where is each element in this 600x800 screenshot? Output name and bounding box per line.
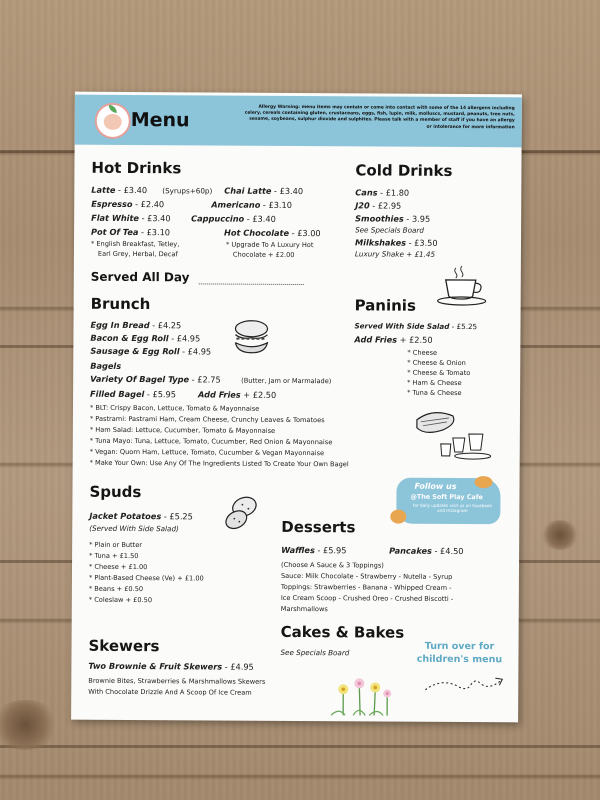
bagel-filling: * Make Your Own: Use Any Of The Ingredients Listed To Create Your Own Bagel <box>89 458 349 469</box>
panini-option: * Cheese & Tomato <box>407 368 471 378</box>
syrups-note: (Syrups+60p) <box>162 186 213 196</box>
spud-option: * Tuna + £1.50 <box>89 551 139 561</box>
wood-plank-seam <box>0 745 600 748</box>
spuds-heading: Spuds <box>89 482 142 502</box>
spud-option: * Plain or Butter <box>89 540 143 550</box>
jacket-served-note: (Served With Side Salad) <box>89 523 179 534</box>
luxury-shake: Luxury Shake + £1.45 <box>354 249 436 259</box>
coffee-cup-icon <box>436 264 492 306</box>
pancakes-item: Pancakes - £4.50 <box>389 545 464 557</box>
social-follow-badge <box>390 476 506 529</box>
follow-handle: @The Soft Play Cafe <box>410 492 483 502</box>
bagel-filling: * BLT: Crispy Bacon, Lettuce, Tomato & Mayonnaise <box>89 403 260 413</box>
cafe-logo-icon <box>95 103 131 139</box>
tea-note: * English Breakfast, Tetley, <box>90 239 180 249</box>
turn-over-note <box>409 640 509 667</box>
hot-drinks-heading: Hot Drinks <box>91 158 182 178</box>
hot-chocolate-item: Hot Chocolate - £3.00 <box>224 227 321 239</box>
turn-over-line: children's menu <box>416 653 503 666</box>
panini-served-item: Served With Side Salad - £5.25 <box>354 321 478 332</box>
americano-item: Americano - £3.10 <box>211 199 292 210</box>
milkshakes-item: Milkshakes - £3.50 <box>354 237 438 248</box>
spud-option: * Cheese + £1.00 <box>88 562 148 572</box>
paninis-heading: Paninis <box>354 296 416 315</box>
bagels-subheading: Bagels <box>90 360 122 371</box>
hot-chocolate-note: * Upgrade To A Luxury Hot <box>225 240 314 250</box>
chai-latte-item: Chai Latte - £3.40 <box>224 185 304 197</box>
follow-title: Follow us <box>414 481 457 491</box>
waffles-item: Waffles - £5.95 <box>281 544 347 556</box>
menu-banner <box>75 95 522 148</box>
flat-white-item: Flat White - £3.40 <box>91 212 171 224</box>
tea-note: Earl Grey, Herbal, Decaf <box>97 249 178 259</box>
panini-option: * Tuna & Cheese <box>407 388 462 398</box>
skewers-heading: Skewers <box>88 636 160 656</box>
j20-item: J20 - £2.95 <box>355 200 402 211</box>
bagel-sandwich-icon <box>231 319 271 357</box>
cappuccino-item: Cappuccino - £3.40 <box>191 213 276 224</box>
wood-knot <box>540 520 580 550</box>
served-all-day-heading: Served All Day <box>90 269 190 285</box>
panini-add-fries: Add Fries + £2.50 <box>354 334 433 345</box>
cakes-specials: See Specials Board <box>280 647 350 658</box>
bagel-filling: * Tuna Mayo: Tuna, Lettuce, Tomato, Cucumber, Red Onion & Mayonnaise <box>89 436 333 447</box>
bagel-add-fries: Add Fries + £2.50 <box>198 389 277 400</box>
hot-chocolate-note: Chocolate + £2.00 <box>232 250 295 259</box>
smoothies-item: Smoothies - 3.95 <box>355 213 431 224</box>
egg-in-bread-item: Egg In Bread - £4.25 <box>90 319 182 331</box>
sausage-egg-roll-item: Sausage & Egg Roll - £4.95 <box>90 345 212 357</box>
bagel-filling: * Vegan: Quorn Ham, Lettuce, Tomato, Cucumber & Vegan Mayonnaise <box>89 447 325 458</box>
pot-of-tea-item: Pot Of Tea - £3.10 <box>91 226 171 238</box>
skewers-description: With Chocolate Drizzle And A Scoop Of Ice Cream <box>88 687 252 697</box>
spud-option: * Beans + £0.50 <box>88 584 144 594</box>
bagel-filling: * Pastrami: Pastrami Ham, Cream Cheese, Crunchy Leaves & Tomatoes <box>89 414 325 425</box>
panini-option: * Cheese & Onion <box>407 358 466 368</box>
dessert-toppings: Toppings: Strawberries - Banana - Whipped Cream - <box>280 582 452 592</box>
potato-icon <box>222 495 262 531</box>
allergy-warning: Allergy Warning: menu items may contain or come into contact with some of the 14 allergens including celery, cereals containing gluten, crustaceans, eggs, fish, lupin, milk, molluscs, mustard, peanuts, tree nuts, sesame, soybeans, sulphur dioxide and sulphites. Please talk with a member of staff if you have an allergy or intolerance for more information <box>244 104 515 130</box>
desserts-heading: Desserts <box>281 517 356 537</box>
variety-bagel-item: Variety Of Bagel Type - £2.75 <box>90 373 221 385</box>
cold-drinks-heading: Cold Drinks <box>355 161 453 180</box>
menu-title: Menu <box>130 108 190 132</box>
wood-knot <box>0 700 60 750</box>
skewers-description: Brownie Bites, Strawberries & Marshmallows Skewers <box>88 676 266 686</box>
flowers-icon <box>329 671 399 716</box>
panini-cups-icon <box>413 408 495 464</box>
dessert-choose-note: (Choose A Sauce & 3 Toppings) <box>281 560 384 570</box>
dessert-sauce: Sauce: Milk Chocolate - Strawberry - Nutella - Syrup <box>280 571 453 581</box>
jacket-potatoes-item: Jacket Potatoes - £5.25 <box>89 510 193 522</box>
served-all-day-dots <box>199 283 304 285</box>
cans-item: Cans - £1.80 <box>355 187 410 198</box>
brunch-heading: Brunch <box>90 294 151 314</box>
cakes-heading: Cakes & Bakes <box>280 622 405 642</box>
panini-option: * Ham & Cheese <box>407 378 462 388</box>
spud-option: * Coleslaw + £0.50 <box>88 595 153 605</box>
spud-option: * Plant-Based Cheese (Ve) + £1.00 <box>88 573 204 583</box>
filled-bagel-item: Filled Bagel - £5.95 <box>90 388 176 400</box>
dotted-arrow-icon <box>421 672 507 697</box>
bacon-egg-roll-item: Bacon & Egg Roll - £4.95 <box>90 332 201 344</box>
bagel-filling: * Ham Salad: Lettuce, Cucumber, Tomato & Mayonnaise <box>89 425 276 435</box>
follow-subtext: for daily updates visit us on Facebook and Instagram <box>412 502 492 514</box>
turn-over-line: Turn over for <box>424 640 495 653</box>
latte-item: Latte - £3.40 <box>91 184 148 196</box>
panini-option: * Cheese <box>407 348 438 357</box>
smoothies-specials: See Specials Board <box>355 225 424 235</box>
menu-sheet <box>71 92 522 723</box>
variety-bagel-note: (Butter, Jam or Marmalade) <box>241 376 332 386</box>
espresso-item: Espresso - £2.40 <box>91 198 165 210</box>
dessert-toppings: Marshmallows <box>280 604 328 614</box>
skewers-item: Two Brownie & Fruit Skewers - £4.95 <box>88 660 254 672</box>
dessert-toppings: Ice Cream Scoop - Crushed Oreo - Crushed Biscotti - <box>280 593 454 603</box>
